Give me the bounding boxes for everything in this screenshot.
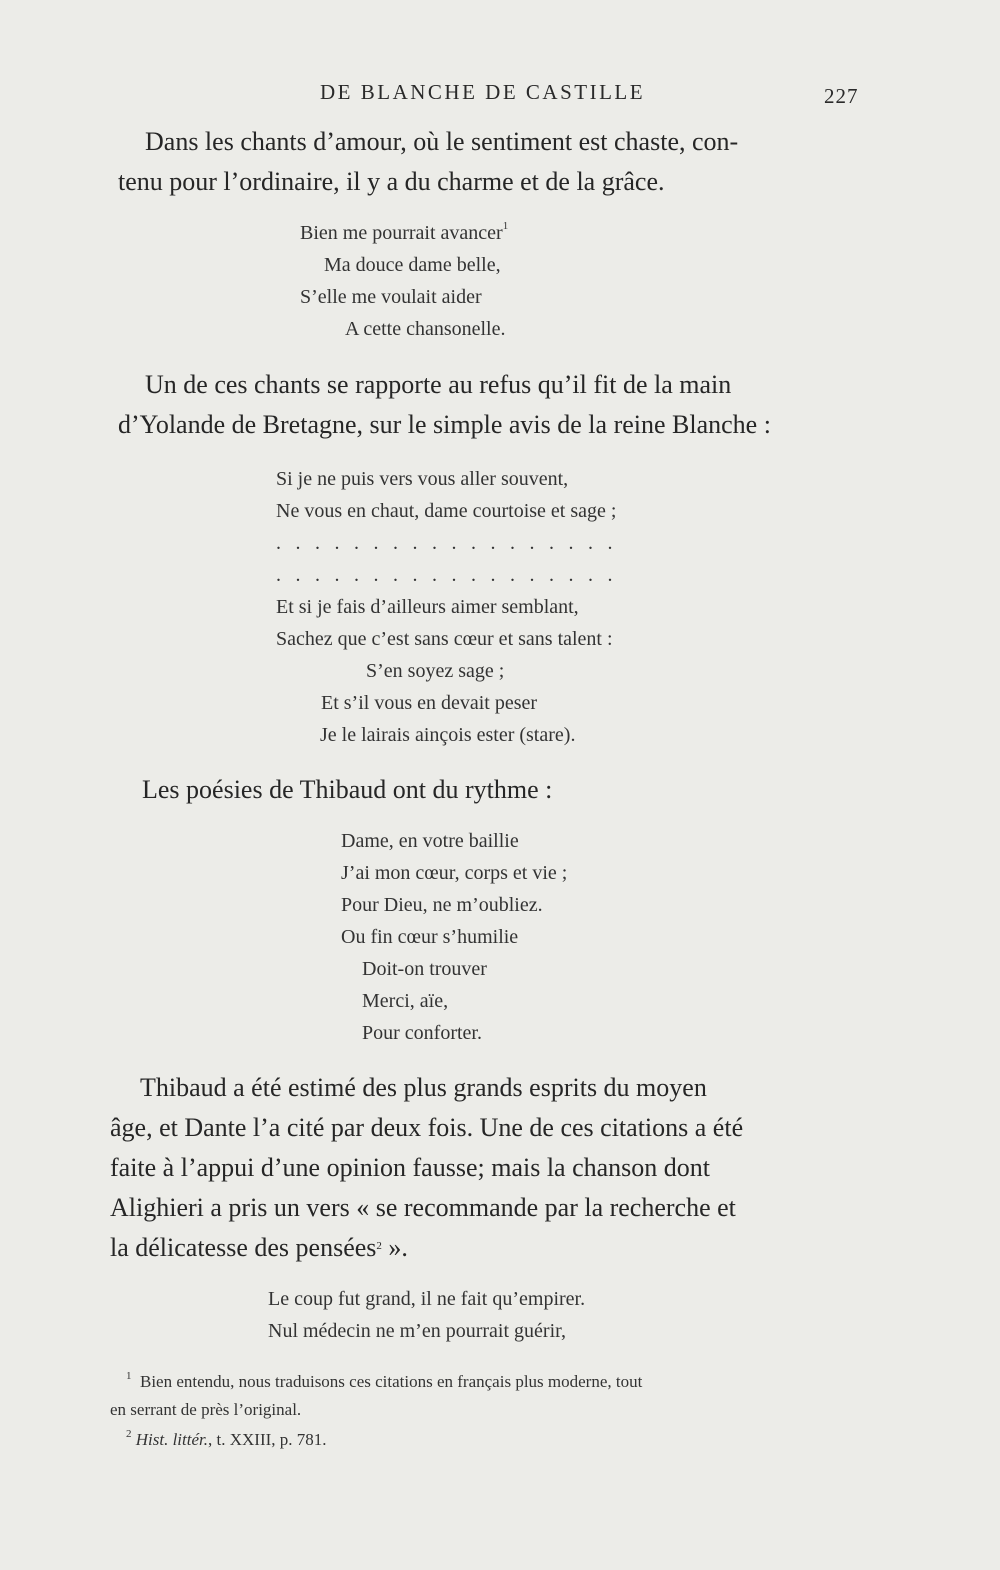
running-header: DE BLANCHE DE CASTILLE xyxy=(320,80,646,104)
verse-line: Pour Dieu, ne m’oubliez. xyxy=(341,894,543,916)
ellipsis-row: .................. xyxy=(276,532,627,554)
verse-line: Doit-on trouver xyxy=(362,958,487,980)
footnote-1-continued: en serrant de près l’original. xyxy=(110,1400,302,1419)
verse-line: S’elle me voulait aider xyxy=(300,286,482,308)
verse-line: Dame, en votre baillie xyxy=(341,830,519,852)
footnote-ref: 1 xyxy=(502,220,509,232)
verse-line: Ou fin cœur s’humilie xyxy=(341,926,519,948)
verse-line: Nul médecin ne m’en pourrait guérir, xyxy=(268,1320,566,1342)
verse-line: Merci, aïe, xyxy=(362,990,449,1012)
paragraph-line: tenu pour l’ordinaire, il y a du charme et de la grâce. xyxy=(118,167,665,196)
verse-line: S’en soyez sage ; xyxy=(366,660,505,682)
verse-line: J’ai mon cœur, corps et vie ; xyxy=(341,862,568,884)
verse-line: Et si je fais d’ailleurs aimer semblant, xyxy=(276,596,579,618)
paragraph-line: faite à l’appui d’une opinion fausse; mais la chanson dont xyxy=(110,1153,711,1182)
verse-line: Bien me pourrait avancer$^1$ xyxy=(300,220,509,244)
paragraph-line: Thibaud a été estimé des plus grands esprits du moyen xyxy=(140,1073,707,1102)
paragraph-line: Un de ces chants se rapporte au refus qu’il fit de la main xyxy=(145,370,732,399)
verse-line: Pour conforter. xyxy=(362,1022,482,1044)
verse-line: Ne vous en chaut, dame courtoise et sage ; xyxy=(276,500,617,522)
paragraph-line: Les poésies de Thibaud ont du rythme : xyxy=(142,775,553,804)
verse-line: Ma douce dame belle, xyxy=(324,254,501,276)
verse-line: Si je ne puis vers vous aller souvent, xyxy=(276,468,569,490)
footnote-1: $^1$ Bien entendu, nous traduisons ces citations en français plus moderne, tout xyxy=(126,1370,643,1391)
verse-line: Je le lairais ainçois ester (stare). xyxy=(320,724,576,746)
verse-line: Le coup fut grand, il ne fait qu’empirer. xyxy=(268,1288,586,1310)
verse-line: A cette chansonelle. xyxy=(345,318,506,340)
paragraph-line: âge, et Dante l’a cité par deux fois. Une de ces citations a été xyxy=(110,1113,744,1142)
footnote-marker: 2 xyxy=(126,1428,132,1440)
ellipsis-row: .................. xyxy=(276,564,627,586)
footnote-marker: 1 xyxy=(126,1370,132,1382)
verse-line: Et s’il vous en devait peser xyxy=(321,692,538,714)
paragraph-line: la délicatesse des pensées$^2$ ». xyxy=(110,1233,408,1262)
page-number: 227 xyxy=(824,84,859,108)
footnote-ref: 2 xyxy=(376,1240,382,1252)
footnote-2: $^2$ Hist. littér., t. XXIII, p. 781. xyxy=(126,1428,327,1449)
verse-line: Sachez que c’est sans cœur et sans talent : xyxy=(276,628,613,650)
paragraph-line: Alighieri a pris un vers « se recommande par la recherche et xyxy=(110,1193,736,1222)
paragraph-line: Dans les chants d’amour, où le sentiment est chaste, con- xyxy=(145,127,739,156)
paragraph-line: d’Yolande de Bretagne, sur le simple avis de la reine Blanche : xyxy=(118,410,771,439)
